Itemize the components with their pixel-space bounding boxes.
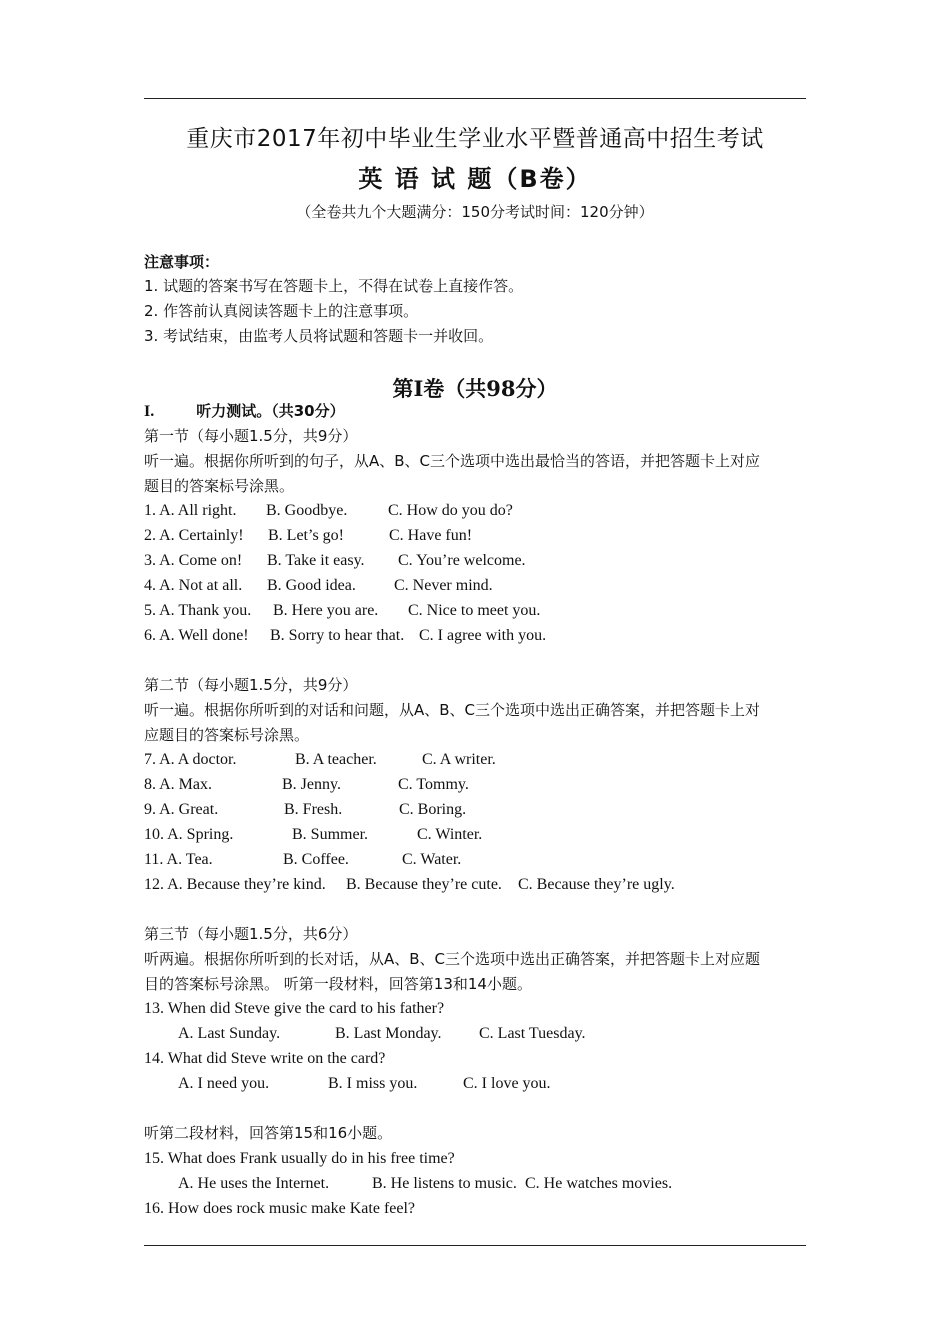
option-c: C. Never mind. [394, 577, 493, 594]
section-heading [144, 401, 345, 422]
question-row [144, 501, 513, 521]
option-a: 11. A. Tea. [144, 851, 213, 868]
sub1-instruction: 听一遍。根据你所听到的句子，从A、B、C三个选项中选出最恰当的答语，并把答题卡上对应 [144, 452, 761, 470]
option-a: 5. A. Thank you. [144, 602, 252, 619]
sub3-instruction: 目的答案标号涂黑。 听第一段材料，回答第13和14小题。 [144, 975, 532, 993]
option-b: B. Goodbye. [266, 502, 348, 519]
option-c: C. He watches movies. [525, 1175, 673, 1192]
sub3-instruction: 听两遍。根据你所听到的长对话，从A、B、C三个选项中选出正确答案，并把答题卡上对应题 [144, 950, 761, 968]
option-c: C. You’re welcome. [398, 552, 526, 569]
question-row [144, 626, 546, 646]
question-stem: 15. What does Frank usually do in his free time? [144, 1150, 455, 1167]
option-a: 3. A. Come on! [144, 552, 243, 569]
option-c: C. Winter. [417, 826, 483, 843]
question-row [144, 526, 472, 546]
option-c: C. Have fun! [389, 527, 473, 544]
section-number: I. [144, 403, 155, 420]
option-b: B. A teacher. [295, 751, 377, 768]
part-title: 第I卷（共98分） [392, 376, 558, 401]
option-c: C. I agree with you. [419, 627, 547, 644]
option-b: B. Take it easy. [267, 552, 365, 569]
option-c: C. A writer. [422, 751, 496, 768]
option-b: B. Let’s go! [268, 527, 344, 544]
option-a: A. He uses the Internet. [178, 1175, 330, 1192]
question-row [144, 775, 469, 795]
sub1-heading: 第一节（每小题1.5分，共9分） [144, 427, 358, 445]
option-b: B. I miss you. [328, 1075, 418, 1092]
section-title: 听力测试。（共30分） [196, 402, 345, 420]
option-b: B. Sorry to hear that. [270, 627, 405, 644]
option-a: 10. A. Spring. [144, 826, 234, 843]
sub1-instruction: 题目的答案标号涂黑。 [144, 477, 295, 495]
notice-item: 1. 试题的答案书写在答题卡上，不得在试卷上直接作答。 [144, 277, 524, 295]
question-row [144, 825, 482, 845]
question-stem: 16. How does rock music make Kate feel? [144, 1200, 416, 1217]
option-b: B. Because they’re cute. [346, 876, 502, 893]
option-a: 1. A. All right. [144, 502, 237, 519]
option-c: C. Because they’re ugly. [518, 876, 675, 893]
question-options [178, 1174, 672, 1194]
question-row [144, 750, 496, 770]
option-b: B. Fresh. [284, 801, 343, 818]
notice-heading: 注意事项： [144, 253, 220, 271]
option-a: 8. A. Max. [144, 776, 212, 793]
option-b: B. Coffee. [283, 851, 349, 868]
material-instruction: 听第二段材料，回答第15和16小题。 [144, 1124, 393, 1142]
question-options [178, 1074, 551, 1094]
question-stem: 13. When did Steve give the card to his father? [144, 1000, 445, 1017]
sub2-instruction: 听一遍。根据你所听到的对话和问题，从A、B、C三个选项中选出正确答案，并把答题卡上对 [144, 701, 761, 719]
option-c: C. How do you do? [388, 502, 513, 519]
question-row [144, 800, 466, 820]
option-a: 9. A. Great. [144, 801, 219, 818]
option-c: C. I love you. [463, 1075, 551, 1092]
exam-subtitle: （全卷共九个大题满分：150分考试时间：120分钟） [296, 203, 654, 221]
question-stem: 14. What did Steve write on the card? [144, 1050, 386, 1067]
option-a: 2. A. Certainly! [144, 527, 244, 544]
option-c: C. Boring. [399, 801, 467, 818]
option-c: C. Water. [402, 851, 462, 868]
question-row [144, 551, 526, 571]
option-b: B. He listens to music. [372, 1175, 517, 1192]
option-b: B. Jenny. [282, 776, 341, 793]
option-c: C. Last Tuesday. [479, 1025, 586, 1042]
top-rule [144, 98, 806, 99]
bottom-rule [144, 1245, 806, 1246]
question-row [144, 576, 493, 596]
option-b: B. Good idea. [267, 577, 356, 594]
exam-title: 重庆市2017年初中毕业生学业水平暨普通高中招生考试 [186, 126, 764, 152]
notice-item: 3. 考试结束，由监考人员将试题和答题卡一并收回。 [144, 327, 494, 345]
question-row [144, 850, 461, 870]
sub2-instruction: 应题目的答案标号涂黑。 [144, 726, 310, 744]
option-c: C. Nice to meet you. [408, 602, 541, 619]
option-c: C. Tommy. [398, 776, 469, 793]
paper-title: 英 语 试 题（B卷） [358, 165, 592, 193]
option-b: B. Last Monday. [335, 1025, 442, 1042]
sub2-heading: 第二节（每小题1.5分，共9分） [144, 676, 358, 694]
question-row [144, 875, 675, 895]
question-row [144, 601, 540, 621]
notice-item: 2. 作答前认真阅读答题卡上的注意事项。 [144, 302, 419, 320]
option-b: B. Here you are. [273, 602, 379, 619]
option-a: 12. A. Because they’re kind. [144, 876, 326, 893]
option-a: 6. A. Well done! [144, 627, 249, 644]
option-a: A. Last Sunday. [178, 1025, 281, 1042]
option-b: B. Summer. [292, 826, 369, 843]
option-a: 7. A. A doctor. [144, 751, 237, 768]
option-a: A. I need you. [178, 1075, 270, 1092]
question-options [178, 1024, 586, 1044]
sub3-heading: 第三节（每小题1.5分，共6分） [144, 925, 358, 943]
option-a: 4. A. Not at all. [144, 577, 243, 594]
